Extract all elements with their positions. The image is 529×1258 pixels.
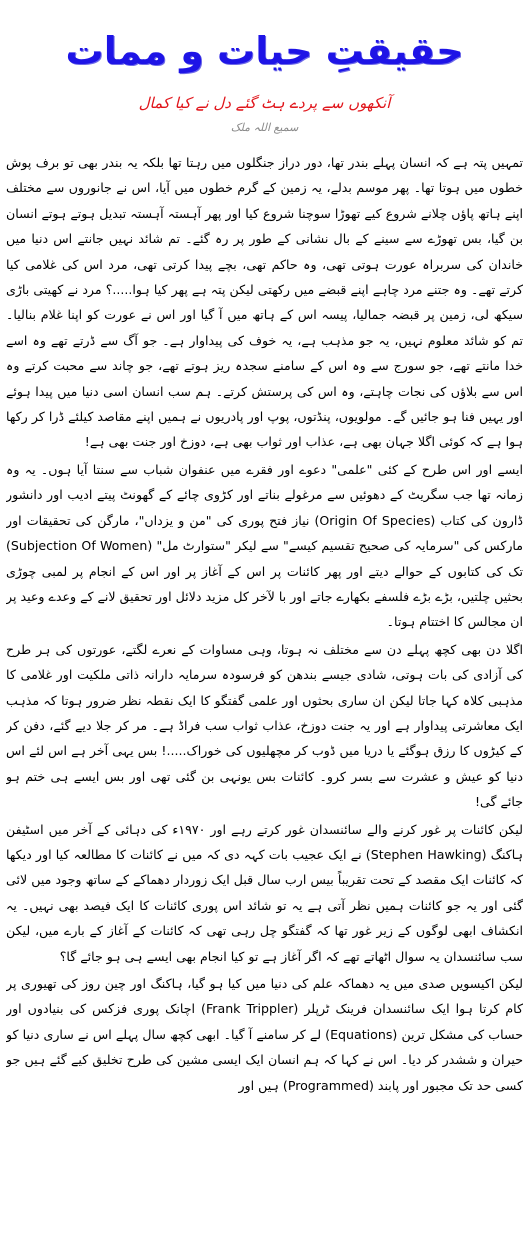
article-subtitle: آنکھوں سے پردے ہٹ گئے دل نے کیا کمال: [138, 94, 391, 112]
paragraph-3: اگلا دن بھی کچھ پہلے دن سے مختلف نہ ہوتا، وہی مساوات کے نعرے لگتے، عورتوں کی ہر طرح کی آزادی کی بات ہوتی، شادی جیسے بندھن کو فرسودہ سرمایہ دارانہ ذاتی ملکیت اور غلامی کا مذہبی کلاہ کہا جاتا لیکن ان ساری بحثوں اور علمی گفتگو کا ایک نقطہ نظر ضرور ہوتا کہ مذہب ایک معاشرتی پیداوار ہے اور یہ جنت دوزخ، عذاب ثواب سب فراڈ ہے۔ مر کر جلا دیے گئے، دفن کر کے کیڑوں کا رزق ہوگئے یا دریا میں ڈوب کر مچھلیوں کی خوراک.....! بس یہی آخر ہے اس لئے اس دنیا کو عیش و عشرت سے بسر کرو۔ کائنات بس یونہی بن گئی تھی اور بس ایسے ہی ختم ہو جائے گی!: [6, 641, 523, 810]
article-title: حقیقتِ حیات و ممات: [65, 29, 464, 73]
paragraph-4: لیکن کائنات پر غور کرنے والے سائنسدان غور کرتے رہے اور ۱۹۷۰ء کی دہائی کے آخر میں اسٹیفن ہاکنگ (Stephen Hawking) نے ایک عجیب بات کہہ دی کہ میں نے کائنات کا مطالعہ کیا اور دیکھا کہ کائنات ایک مقصد کے تحت تقریباً بیس ارب سال قبل ایک زوردار دھماکے کے ساتھ وجود میں لائی گئی اور یہ جو کائنات ہمیں نظر آتی ہے یہ تو شائد اس پوری کائنات کا ایک فیصد بھی نہیں۔ یہ انکشاف ابھی لوگوں کے زیر غور تھا کہ گفتگو چل رہی تھی کہ کائنات کے آغاز کے بارے میں، لیکن سب سائنسدان یہ سوال اٹھاتے تھے کہ اگر آغاز ہے تو کیا انجام بھی ایسے ہی ہو جائے گا؟: [6, 821, 523, 964]
article-body: [6, 150, 523, 1256]
paragraph-5: لیکن اکیسویں صدی میں یہ دھماکہ علم کی دنیا میں کیا ہو گیا، ہاکنگ اور چین روز کی تھیوری پر کام کرتا ہوا ایک سائنسدان فرینک ٹرپلر (Frank Trippler) اچانک پوری فزکس کی بنیادوں اور حساب کی مشکل ترین (Equations) لے کر سامنے آ گیا۔ ابھی کچھ سال پہلے اس نے ساری دنیا کو حیران و ششدر کر دیا۔ اس نے کہا کہ ہم انسان ایک ایسی مشین کی طرح تخلیق کیے گئے ہیں جو کسی حد تک مجبور اور پابند (Programmed) ہیں اور: [6, 976, 523, 1093]
paragraph-2: ایسے اور اس طرح کے کئی "علمی" دعوے اور فقرے میں عنفوان شباب سے سنتا آیا ہوں۔ یہ وہ زمانہ تھا جب سگریٹ کے دھوئیں سے مرغولے بناتے اور کڑوی چائے کے گھونٹ پیتے ادیب اور دانشور ڈارون کی کتاب (Origin Of Species) نیاز فتح پوری کی "من و یزداں"، مارگن کی تحقیقات اور مارکس کی "سرمایہ کی صحیح تقسیم کیسے" سے لیکر "ستوارٹ مل" (Subjection Of Women) تک کی کتابوں کے حوالے دیتے اور پھر کائنات پر اس کے آغاز پر اور اس کے انجام پر لمبی چوڑی بحثیں چلتیں، بڑے بڑے فلسفے بکھارے جاتے اور با لآخر کل مزید دلائل اور تحقیق لانے کے وعدے وعید پر ان مجالس کا اختتام ہوتا۔: [6, 461, 523, 630]
article-author: سمیع اللہ ملک: [230, 121, 299, 134]
paragraph-1: تمہیں پتہ ہے کہ انسان پہلے بندر تھا، دور دراز جنگلوں میں رہتا تھا بلکہ یہ بندر بھی تو برف پوش خطوں میں ہوتا تھا۔ پھر موسم بدلے، یہ زمین کے گرم خطوں میں آیا، اس نے جانوروں سے مختلف اپنے ہاتھ پاؤں چلانے شروع کیے تھوڑا سوچنا شروع کیا اور پھر آہستہ آہستہ تبدیل ہوتے ہوتے انسان بن گیا، بس تھوڑے سے سینے کے بال نشانی کے طور پر رہ گئے۔ تم شائد نہیں جانتے اس دنیا میں خاندان کی سربراہ عورت ہوتی تھی، وہ حاکم تھی، بچے پیدا کرتی تھی، مرد اس کی غلامی کیا کرتے تھے۔ وہ جتنے مرد چاہے اپنے قبضے میں رکھتی لیکن پتہ ہے پھر کیا ہوا.....؟ مرد نے کھیتی باڑی سیکھ لی، زمین پر قبضہ جمالیا، پیسہ اس کے ہاتھ میں آ گیا اور اس نے عورت کو اپنا غلام بنالیا۔ تم کو شائد معلوم نہیں، یہ جو مذہب ہے، یہ خوف کی پیداوار ہے۔ جو آگ سے ڈرتے تھے وہ اسے خدا مانتے تھے، جو سورج سے وہ اس کے سامنے سجدہ ریز ہوتے تھے، جو چاند سے محبت کرتے وہ اس سے بلاؤں کی نجات چاہتے، وہ اس کی پرستش کرتے۔ ہم سب انسان اسی دنیا میں پیدا ہوئے اور یہیں فنا ہو جائیں گے۔ مولویوں، پنڈتوں، پوپ اور پادریوں نے ہمیں اپنے مقاصد کیلئے ڈرا کر رکھا ہوا ہے کہ کوئی اگلا جہان بھی ہے، عذاب اور ثواب بھی ہے، دوزخ اور جنت بھی ہے!: [6, 155, 523, 450]
